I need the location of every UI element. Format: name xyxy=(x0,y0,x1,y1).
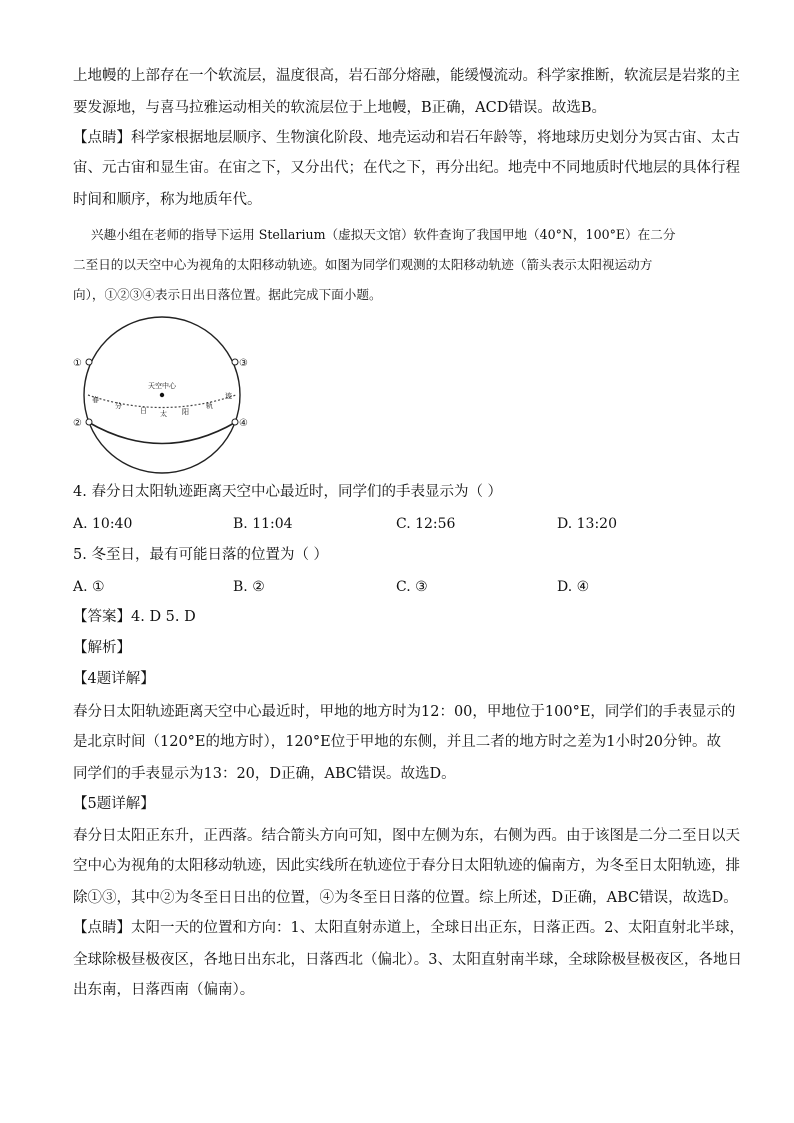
sky-center-label: 天空中心 xyxy=(148,382,176,390)
q4-option-d: D. 13:20 xyxy=(557,516,617,532)
detail-5-line: 除①③，其中②为冬至日日出的位置，④为冬至日日落的位置。综上所述，D正确，ABC错误，故选D。 xyxy=(73,890,738,906)
q4-option-b: B. 11:04 xyxy=(233,516,293,532)
note-line: 【点睛】太阳一天的位置和方向：1、太阳直射赤道上，全球日出正东，日落正西。2、太阳直射北半球， xyxy=(73,920,744,936)
marker-label: ② xyxy=(73,418,82,429)
detail-5-title: 【5题详解】 xyxy=(73,796,155,812)
question-5-stem: 5. 冬至日，最有可能日落的位置为（ ） xyxy=(73,547,329,563)
intro-line: 兴趣小组在老师的指导下运用 Stellarium（虚拟天文馆）软件查询了我国甲地（40°N，100°E）在二分 xyxy=(91,227,676,242)
paragraph-line: 要发源地，与喜马拉雅运动相关的软流层位于上地幔，B正确，ACD错误。故选B。 xyxy=(73,100,606,116)
detail-4-title: 【4题详解】 xyxy=(73,671,155,687)
path-char: 轨 xyxy=(206,402,213,410)
q5-option-a: A. ① xyxy=(73,579,105,595)
path-char: 阳 xyxy=(182,408,189,416)
path-char: 太 xyxy=(160,410,167,418)
note-line: 出东南，日落西南（偏南）。 xyxy=(73,982,255,998)
note-line: 时间和顺序，称为地质年代。 xyxy=(73,192,262,208)
paragraph-line: 上地幔的上部存在一个软流层，温度很高，岩石部分熔融，能缓慢流动。科学家推断，软流层是岩浆的主 xyxy=(73,68,740,84)
intro-line: 向），①②③④表示日出日落位置。据此完成下面小题。 xyxy=(73,287,382,302)
detail-4-line: 是北京时间（120°E的地方时），120°E位于甲地的东侧，并且二者的地方时之差为1小时20分钟。故 xyxy=(73,734,721,750)
question-4-stem: 4. 春分日太阳轨迹距离天空中心最近时，同学们的手表显示为（ ） xyxy=(73,484,503,500)
q5-option-d: D. ④ xyxy=(557,579,590,595)
marker-label: ① xyxy=(73,358,82,369)
winter-solstice-path xyxy=(88,422,236,444)
marker-label: ④ xyxy=(239,418,248,429)
note-line: 【点睛】科学家根据地层顺序、生物演化阶段、地壳运动和岩石年龄等，将地球历史划分为冥古宙、太古 xyxy=(73,130,740,146)
marker-dot xyxy=(86,359,92,365)
q4-option-a: A. 10:40 xyxy=(73,516,133,532)
path-char: 分 xyxy=(115,402,122,410)
answer-line: 【答案】4. D 5. D xyxy=(73,609,196,625)
sun-path-diagram xyxy=(70,310,250,480)
marker-dot xyxy=(232,359,238,365)
sky-center-dot xyxy=(160,393,164,397)
note-line: 宙、元古宙和显生宙。在宙之下，又分出代；在代之下，再分出纪。地壳中不同地质时代地层的具体行程 xyxy=(73,160,740,176)
marker-label: ③ xyxy=(239,358,248,369)
q4-option-c: C. 12:56 xyxy=(396,516,456,532)
q5-option-b: B. ② xyxy=(233,579,265,595)
detail-5-line: 春分日太阳正东升，正西落。结合箭头方向可知，图中左侧为东，右侧为西。由于该图是二分二至日以天 xyxy=(73,828,740,844)
detail-4-line: 春分日太阳轨迹距离天空中心最近时，甲地的地方时为12：00，甲地位于100°E，同学们的手表显示的 xyxy=(73,704,736,720)
path-char: 春 xyxy=(92,396,99,404)
path-char: 日 xyxy=(140,407,147,415)
marker-dot xyxy=(232,419,238,425)
path-char: 迹 xyxy=(225,392,232,400)
intro-line: 二至日的以天空中心为视角的太阳移动轨迹。如图为同学们观测的太阳移动轨迹（箭头表示太阳视运动方 xyxy=(73,257,653,272)
analysis-heading: 【解析】 xyxy=(73,640,131,656)
detail-4-line: 同学们的手表显示为13：20，D正确，ABC错误。故选D。 xyxy=(73,766,456,782)
q5-option-c: C. ③ xyxy=(396,579,428,595)
note-line: 全球除极昼极夜区，各地日出东北，日落西北（偏北）。3、太阳直射南半球，全球除极昼极夜区，各地日 xyxy=(73,952,742,968)
marker-dot xyxy=(86,419,92,425)
detail-5-line: 空中心为视角的太阳移动轨迹，因此实线所在轨迹位于春分日太阳轨迹的偏南方，为冬至日太阳轨迹，排 xyxy=(73,858,740,874)
